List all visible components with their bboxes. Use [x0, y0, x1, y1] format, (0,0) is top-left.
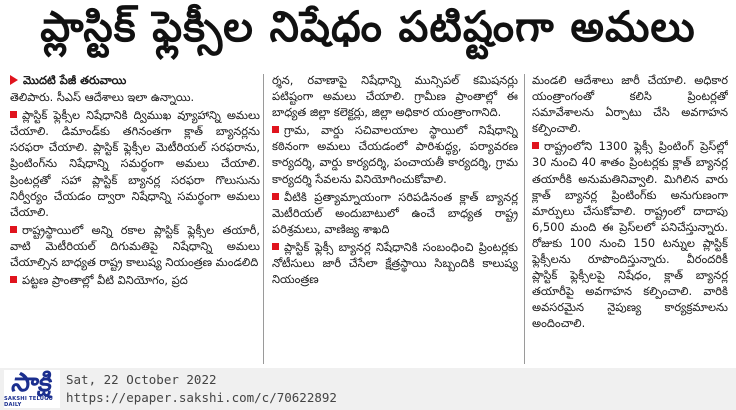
sakshi-logo: [4, 370, 60, 408]
footer: [0, 368, 736, 410]
logo-subtitle: SAKSHI TELUGU DAILY: [4, 396, 54, 408]
column-3: [532, 72, 728, 368]
bullet-paragraph: [532, 138, 728, 331]
bullet-paragraph: [272, 122, 518, 186]
paragraph: ర్శన, రవాణాపై నిషేధాన్ని మున్సిపల్ కమిషనర్లు పటిష్టంగా అమలు చేయాలి. గ్రామీణ ప్రాంతాల్లో ఈ బాధ్యత జిల్లా కలెక్టర్లు, జిల్లా అధికార యంత్రాంగానిది.: [272, 73, 518, 120]
logo-mark: సాక్షి: [9, 368, 55, 398]
paragraph: తెలిపారు. సీఎస్ ఆదేశాలు ఇలా ఉన్నాయి.: [10, 90, 195, 105]
continued-marker: [10, 72, 260, 88]
paragraph-text: వీటికి ప్రత్యామ్నాయంగా సరిపడినంత క్లాత్ బ్యానర్ల మెటీరియల్ అందుబాటులో ఉంచే బాధ్యత రాష్ట్ర పరిశ్రమలు, వాణిజ్య శాఖది: [272, 189, 518, 236]
paragraph-text: ప్లాస్టిక్ ఫ్లెక్సీల నిషేధానికి ద్విముఖ వ్యూహాన్ని అమలు చేయాలి. డిమాండ్‌కు తగినంతగా క్లాత్ బ్యానర్లను సరఫరా చేయాలి. ప్లాస్టిక్ ఫ్లెక్సీల మెటీరియల్ సరఫరాను, ప్రింటింగ్‌ను నిషేధాన్ని సమర్థంగా అమలు చేయాలి. ప్రింటర్లతో సహా ప్లాస్టిక్ బ్యానర్ల సరఫరా గొలుసును నిర్వీర్యం చేయడం ద్వారా నిషేధాన్ని సమర్థంగా అమలు చేయాలి.: [10, 108, 260, 219]
bullet-icon: [10, 276, 17, 283]
column-2: [272, 72, 518, 368]
edition-date: Sat, 22 October 2022: [66, 372, 217, 387]
bullet-paragraph: [10, 272, 260, 288]
bullet-icon: [10, 226, 17, 233]
bullet-paragraph: [272, 239, 518, 287]
bullet-icon: [272, 126, 279, 133]
column-divider: [263, 74, 264, 364]
continued-label: మొదటి పేజీ తరువాయి: [23, 73, 127, 87]
column-divider: [524, 74, 525, 364]
bullet-paragraph: [10, 222, 260, 270]
paragraph-text: రాష్ట్రంలోని 1300 ఫ్లెక్సీ ప్రింటింగ్ ప్రెస్‌ల్లో 30 నుంచి 40 శాతం ప్రింటర్లకు క్లాత్ బ్యానర్ల తయారీకి అనుమతినివ్వాలి. మిగిలిన వారు క్లాత్ బ్యానర్ల ప్రింటింగ్‌కు అనుగుణంగా మార్పులు చేసుకోవాలి. రాష్ట్రంలో దాదాపు 6,500 మంది ఈ ప్రెస్‌లలో పనిచేస్తున్నారు. రోజుకు 100 నుంచి 150 టన్నుల ప్లాస్టిక్ ఫ్లెక్సీలను రూపొందిస్తున్నారు. వీరందరికీ ప్లాస్టిక్ ఫ్లెక్సీలపై నిషేధం, క్లాత్ బ్యానర్ల తయారీపై అవగాహన కల్పించాలి. వారికి అవసరమైన నైపుణ్య కార్యక్రమాలను అందించాలి.: [532, 139, 728, 331]
bullet-paragraph: [272, 189, 518, 237]
paragraph-text: ప్లాస్టిక్ ఫ్లెక్సీ బ్యానర్ల నిషేధానికి సంబంధించి ప్రింటర్లకు నోటీసులు జారీ చేసేలా క్షేత్రస్థాయి సిబ్బందికి కాలుష్య నియంత్రణ: [272, 239, 518, 287]
paragraph-text: గ్రామ, వార్డు సచివాలయాల స్థాయిలో నిషేధాన్ని కఠినంగా అమలు చేయడంలో పారిశుద్ధ్య, పర్యావరణ కార్యదర్శి, వార్డు కార్యదర్శి, పంచాయతీ కార్యదర్శి, గ్రామ కార్యదర్శి సేవలను వినియోగించుకోవాలి.: [272, 123, 518, 186]
column-1: [10, 72, 260, 368]
bullet-icon: [532, 142, 539, 149]
paragraph-text: రాష్ట్రస్థాయిలో అన్ని రకాల ప్లాస్టిక్ ఫ్లెక్సీల తయారీ, వాటి మెటీరియల్ దిగుమతిపై నిషేధాన్ని అమలు చేయాల్సిన బాధ్యత రాష్ట్ర కాలుష్య నియంత్రణ మండలిది: [10, 222, 260, 270]
paragraph-text: పట్టణ ప్రాంతాల్లో వీటి వినియోగం, ప్రద: [22, 273, 188, 288]
bullet-icon: [272, 193, 279, 200]
paragraph: మండలి ఆదేశాలు జారీ చేయాలి. అధికార యంత్రాంగంతో కలిసి ప్రింటర్లతో సమావేశాలను ఏర్పాటు చేసి అవగాహన కల్పించాలి.: [532, 73, 728, 136]
bullet-icon: [272, 243, 279, 250]
headline: ప్లాస్టిక్ ఫ్లెక్సీల నిషేధం పటిష్టంగా అమలు: [40, 2, 696, 51]
bullet-paragraph: [10, 107, 260, 220]
red-triangle-icon: [10, 75, 18, 85]
epaper-link[interactable]: https://epaper.sakshi.com/c/70622892: [66, 390, 337, 405]
bullet-icon: [10, 111, 17, 118]
article-body: [0, 72, 736, 368]
